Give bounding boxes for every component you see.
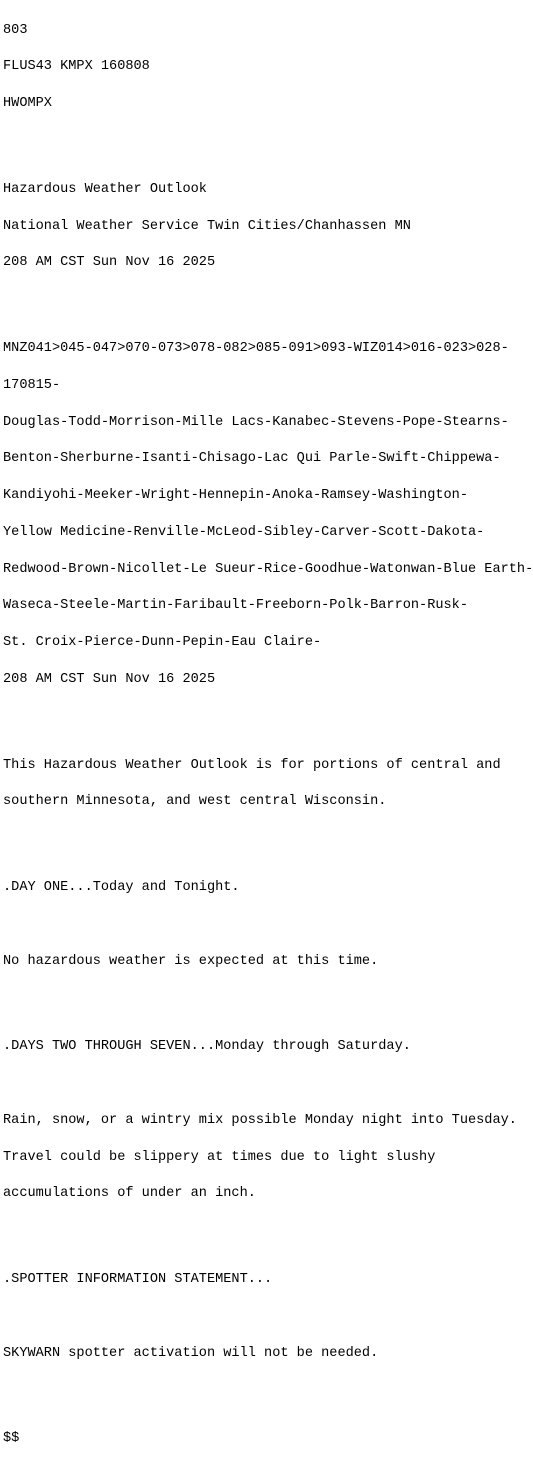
spacer: [3, 1078, 505, 1090]
issuing-office: National Weather Service Twin Cities/Chanhassen MN: [3, 218, 411, 234]
product-id: 803: [3, 22, 28, 38]
spacer: [3, 992, 505, 1004]
awips-id: HWOMPX: [3, 96, 52, 111]
spacer: [3, 1311, 505, 1323]
intro-text: This Hazardous Weather Outlook is for portions of central and: [3, 757, 501, 773]
county-list-line: St. Croix-Pierce-Dunn-Pepin-Eau Claire-: [3, 635, 322, 650]
spacer: [3, 833, 505, 845]
zone-issue-time: 208 AM CST Sun Nov 16 2025: [3, 671, 216, 687]
spacer: [3, 711, 505, 723]
county-list-line: Yellow Medicine-Renville-McLeod-Sibley-Carver-Scott-Dakota-: [3, 524, 485, 540]
county-list-line: Waseca-Steele-Martin-Faribault-Freeborn-Polk-Barron-Rusk-: [3, 598, 468, 614]
county-list-line: Kandiyohi-Meeker-Wright-Hennepin-Anoka-Ramsey-Washington-: [3, 488, 468, 503]
spacer: [3, 1225, 505, 1237]
days-two-seven-text: Rain, snow, or a wintry mix possible Monday night into Tuesday.: [3, 1112, 517, 1128]
spacer: [3, 294, 505, 306]
day-one-heading: .DAY ONE...Today and Tonight.: [3, 880, 240, 895]
spacer: [3, 135, 505, 147]
product-title: Hazardous Weather Outlook: [3, 181, 207, 197]
ugc-expiration: 170815-: [3, 377, 61, 393]
spotter-heading: .SPOTTER INFORMATION STATEMENT...: [3, 1272, 273, 1287]
intro-text: southern Minnesota, and west central Wisconsin.: [3, 794, 387, 810]
issue-time: 208 AM CST Sun Nov 16 2025: [3, 255, 216, 271]
county-list-line: Douglas-Todd-Morrison-Mille Lacs-Kanabec-Stevens-Pope-Stearns-: [3, 414, 509, 430]
days-two-seven-text: Travel could be slippery at times due to light slushy: [3, 1149, 436, 1165]
spotter-text: SKYWARN spotter activation will not be needed.: [3, 1345, 379, 1361]
spacer: [3, 919, 505, 931]
wmo-header: FLUS43 KMPX 160808: [3, 59, 150, 75]
days-two-seven-text: accumulations of under an inch.: [3, 1186, 256, 1202]
end-marker: $$: [3, 1431, 20, 1447]
county-list-line: Benton-Sherburne-Isanti-Chisago-Lac Qui Parle-Swift-Chippewa-: [3, 451, 501, 467]
county-list-line: Redwood-Brown-Nicollet-Le Sueur-Rice-Goodhue-Watonwan-Blue Earth-: [3, 561, 533, 577]
days-two-seven-heading: .DAYS TWO THROUGH SEVEN...Monday through Saturday.: [3, 1039, 411, 1055]
ugc-codes: MNZ041>045-047>070-073>078-082>085-091>093-WIZ014>016-023>028-: [3, 341, 509, 356]
weather-product-text: [3, 0, 533, 1458]
spacer: [3, 1384, 505, 1396]
day-one-text: No hazardous weather is expected at this time.: [3, 953, 379, 969]
